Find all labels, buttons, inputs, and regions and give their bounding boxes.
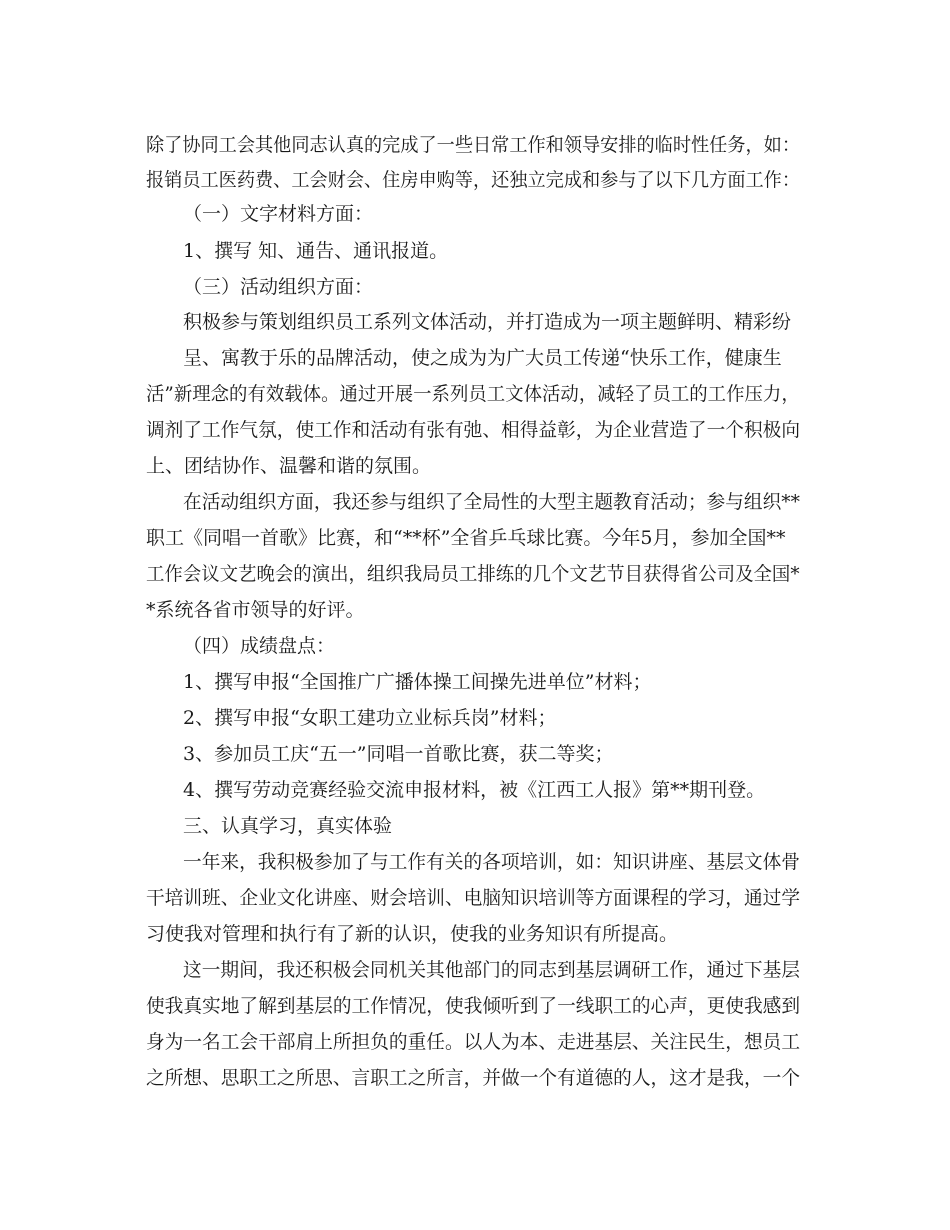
list-item: 3、参加员工庆“五一”同唱一首歌比赛，获二等奖； [183, 743, 614, 765]
paragraph-line: 身为一名工会干部肩上所担负的重任。以人为本、走进基层、关注民生，想员工 [146, 1031, 801, 1053]
section-heading: （四）成绩盘点： [183, 635, 336, 657]
paragraph-line: 在活动组织方面，我还参与组织了全局性的大型主题教育活动；参与组织** [183, 491, 801, 513]
paragraph-line: 习使我对管理和执行有了新的认识，使我的业务知识有所提高。 [146, 923, 679, 945]
paragraph-line: 干培训班、企业文化讲座、财会培训、电脑知识培训等方面课程的学习，通过学 [146, 887, 801, 909]
paragraph-line: 这一期间，我还积极会同机关其他部门的同志到基层调研工作，通过下基层 [183, 959, 801, 981]
paragraph-line: 积极参与策划组织员工系列文体活动，并打造成为一项主题鲜明、精彩纷 [183, 311, 792, 333]
paragraph-line: 使我真实地了解到基层的工作情况，使我倾听到了一线职工的心声，更使我感到 [146, 995, 801, 1017]
section-heading: 三、认真学习，真实体验 [183, 815, 393, 837]
paragraph-line: *系统各省市领导的好评。 [146, 599, 365, 621]
list-item: 1、撰写申报“全国推广广播体操工间操先进单位”材料； [183, 671, 652, 693]
paragraph-line: 呈、寓教于乐的品牌活动，使之成为为广大员工传递“快乐工作，健康生 [183, 347, 782, 369]
paragraph-line: 报销员工医药费、工会财会、住房申购等，还独立完成和参与了以下几方面工作： [146, 169, 801, 191]
paragraph-line: 一年来，我积极参加了与工作有关的各项培训，如：知识讲座、基层文体骨 [183, 851, 801, 873]
paragraph-line: 职工《同唱一首歌》比赛，和“**杯”全省乒乓球比赛。今年5月，参加全国** [146, 527, 786, 549]
list-item: 4、撰写劳动竞赛经验交流申报材料，被《江西工人报》第**期刊登。 [183, 779, 766, 801]
paragraph-line: 上、团结协作、温馨和谐的氛围。 [146, 455, 432, 477]
list-item: 2、撰写申报“女职工建功立业标兵岗”材料； [183, 707, 557, 729]
section-heading: （三）活动组织方面： [183, 276, 374, 298]
paragraph-line: 调剂了工作气氛，使工作和活动有张有弛、相得益彰，为企业营造了一个积极向 [146, 419, 801, 441]
paragraph-line: 工作会议文艺晚会的演出，组织我局员工排练的几个文艺节目获得省公司及全国* [146, 563, 800, 585]
paragraph-line: 之所想、思职工之所思、言职工之所言，并做一个有道德的人，这才是我，一个 [146, 1067, 801, 1089]
list-item: 1、撰写 知、通告、通讯报道。 [183, 240, 449, 262]
paragraph-line: 活”新理念的有效载体。通过开展一系列员工文体活动，减轻了员工的工作压力， [146, 383, 800, 405]
section-heading: （一）文字材料方面： [183, 203, 374, 225]
paragraph-line: 除了协同工会其他同志认真的完成了一些日常工作和领导安排的临时性任务，如： [146, 134, 801, 156]
